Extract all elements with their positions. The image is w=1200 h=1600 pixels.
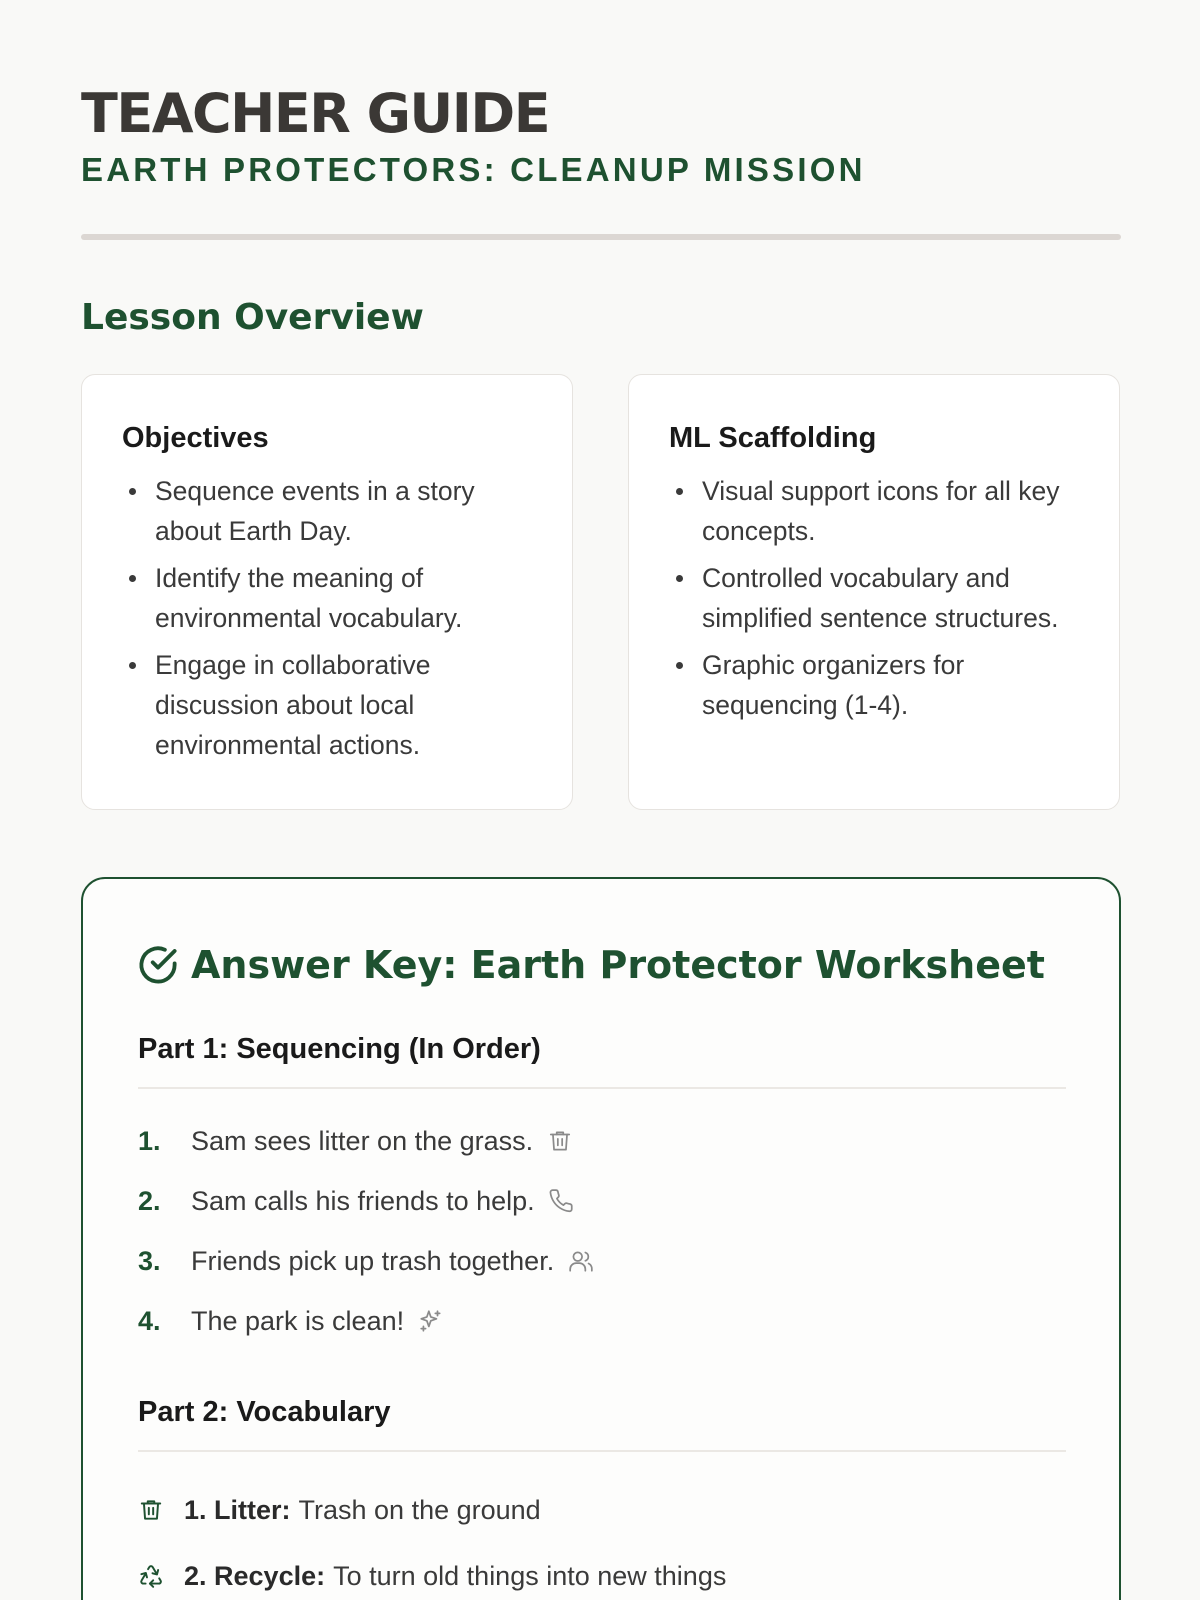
header-divider	[81, 234, 1121, 240]
sequence-number: 1.	[138, 1125, 161, 1156]
list-item	[138, 1477, 726, 1543]
vocabulary-list	[138, 1477, 726, 1600]
vocab-definition: To turn old things into new things	[333, 1560, 727, 1591]
list-item	[138, 1543, 726, 1600]
sparkles-icon	[418, 1308, 444, 1334]
answer-key-panel	[81, 877, 1121, 1600]
list-item: Graphic organizers for sequencing (1-4).	[669, 645, 1083, 725]
trash-icon	[547, 1128, 573, 1154]
answer-key-title	[137, 941, 1045, 989]
list-item: Visual support icons for all key concepts.	[669, 471, 1083, 551]
sequence-number: 3.	[138, 1245, 161, 1276]
part1-heading: Part 1: Sequencing (In Order)	[138, 1031, 1066, 1089]
objectives-title: Objectives	[122, 422, 269, 454]
list-item: Controlled vocabulary and simplified sentence structures.	[669, 558, 1083, 638]
list-item: Identify the meaning of environmental vocabulary.	[122, 558, 536, 638]
trash-icon	[138, 1497, 164, 1523]
list-item	[138, 1111, 594, 1171]
vocab-term: 1. Litter:	[184, 1494, 291, 1525]
vocab-definition: Trash on the ground	[298, 1494, 541, 1525]
sequence-text: The park is clean!	[191, 1305, 405, 1336]
users-icon	[568, 1248, 594, 1274]
list-item	[138, 1231, 594, 1291]
lesson-overview-heading: Lesson Overview	[81, 297, 424, 338]
list-item: Engage in collaborative discussion about local environmental actions.	[122, 645, 536, 765]
recycle-icon	[138, 1563, 164, 1589]
page-title: TEACHER GUIDE	[81, 82, 550, 145]
objectives-card	[81, 374, 573, 810]
scaffolding-title: ML Scaffolding	[669, 422, 877, 454]
answer-key-title-text: Answer Key: Earth Protector Worksheet	[191, 943, 1045, 987]
objectives-list	[122, 471, 536, 765]
list-item: Sequence events in a story about Earth Day.	[122, 471, 536, 551]
phone-icon	[549, 1188, 575, 1214]
scaffolding-list	[669, 471, 1083, 725]
list-item	[138, 1171, 594, 1231]
list-item	[138, 1291, 594, 1351]
sequencing-list	[138, 1111, 594, 1351]
sequence-text: Friends pick up trash together.	[191, 1245, 555, 1276]
vocab-term: 2. Recycle:	[184, 1560, 326, 1591]
page-subtitle: EARTH PROTECTORS: CLEANUP MISSION	[81, 151, 866, 188]
sequence-number: 2.	[138, 1185, 161, 1216]
scaffolding-card	[628, 374, 1120, 810]
sequence-text: Sam calls his friends to help.	[191, 1185, 535, 1216]
sequence-number: 4.	[138, 1305, 161, 1336]
part2-heading: Part 2: Vocabulary	[138, 1394, 1066, 1452]
sequence-text: Sam sees litter on the grass.	[191, 1125, 534, 1156]
check-circle-icon	[137, 944, 179, 986]
